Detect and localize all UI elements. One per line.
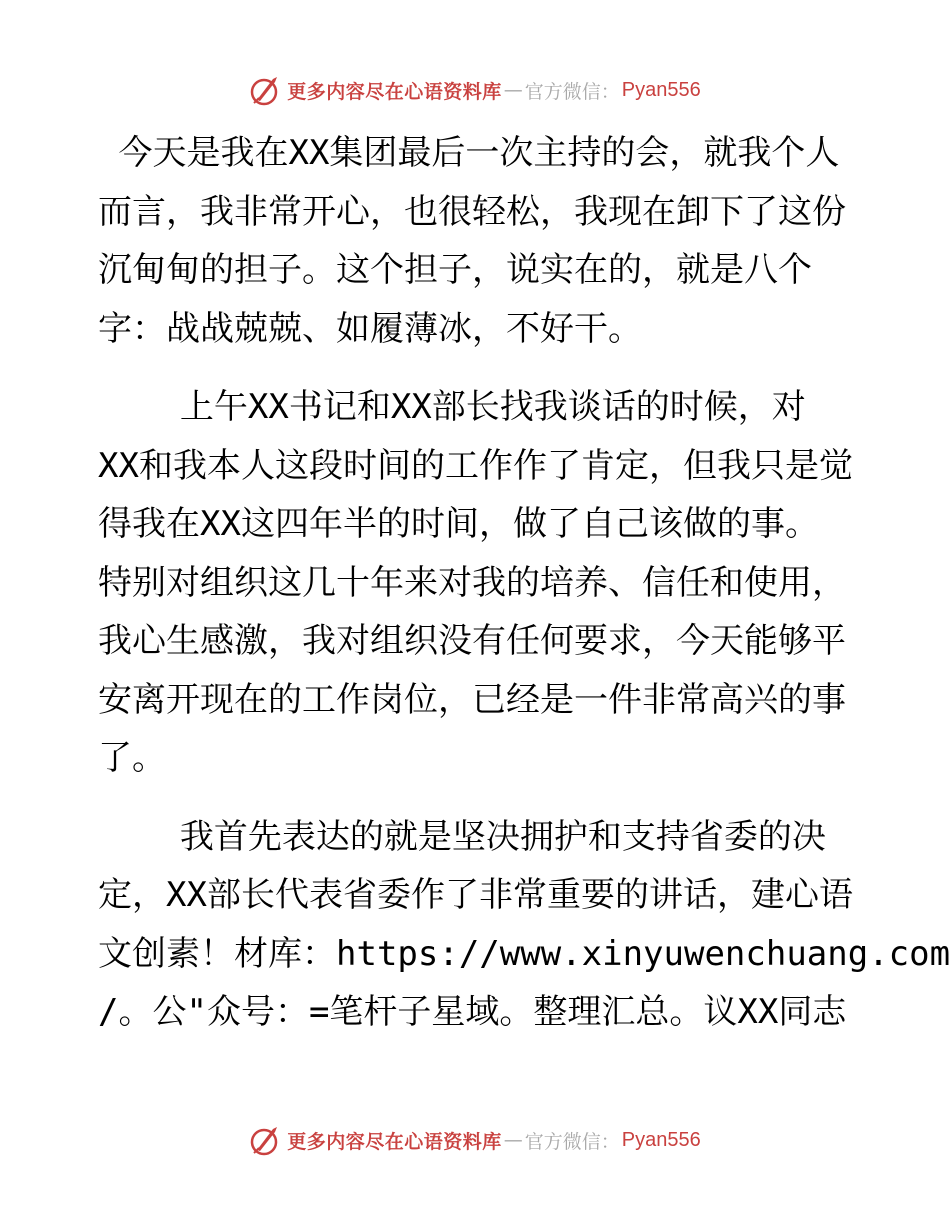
document-body bbox=[98, 124, 950, 1042]
paragraph-1 bbox=[98, 124, 858, 358]
banner-dash: — bbox=[503, 79, 523, 101]
text-line: 字：战战兢兢、如履薄冰，不好干。 bbox=[98, 308, 642, 349]
paragraph-gap bbox=[98, 788, 858, 808]
banner-official-label: 官方微信： bbox=[524, 80, 620, 103]
text-line: 上午XX书记和XX部长找我谈话的时候，对 bbox=[98, 387, 806, 427]
text-line: 特别对组织这几十年来对我的培养、信任和使用， bbox=[98, 562, 846, 603]
banner-wechat-id: Pyan556 bbox=[621, 1128, 701, 1151]
footer-banner bbox=[0, 1120, 950, 1160]
text-line: 了。 bbox=[98, 738, 166, 778]
text-line: 得我在XX这四年半的时间，做了自己该做的事。 bbox=[98, 504, 819, 544]
header-banner bbox=[0, 70, 950, 110]
text-line: 文创素！材库：https://www.xinyuwenchuang.com bbox=[98, 933, 950, 974]
text-line: 我心生感激，我对组织没有任何要求，今天能够平 bbox=[98, 621, 846, 661]
banner-slogan: 更多内容尽在心语资料库 bbox=[287, 1130, 502, 1153]
text-line: /。公"众号：=笔杆子星域。整理汇总。议XX同志 bbox=[98, 992, 847, 1032]
text-line: 沉甸甸的担子。这个担子，说实在的，就是八个 bbox=[98, 250, 812, 290]
text-line: 安离开现在的工作岗位，已经是一件非常高兴的事 bbox=[98, 679, 846, 720]
text-line: 而言，我非常开心，也很轻松，我现在卸下了这份 bbox=[98, 191, 846, 232]
banner-slogan: 更多内容尽在心语资料库 bbox=[287, 80, 502, 103]
text-line: 我首先表达的就是坚决拥护和支持省委的决 bbox=[98, 816, 826, 857]
text-line: XX和我本人这段时间的工作作了肯定，但我只是觉 bbox=[98, 445, 853, 486]
quill-pen-logo-icon bbox=[249, 73, 283, 107]
paragraph-3 bbox=[98, 808, 950, 1042]
banner-dash: — bbox=[503, 1129, 523, 1151]
paragraph-2 bbox=[98, 378, 858, 788]
quill-pen-logo-icon bbox=[249, 1123, 283, 1157]
text-line: 今天是我在XX集团最后一次主持的会，就我个人 bbox=[98, 133, 840, 173]
banner-official-label: 官方微信： bbox=[524, 1130, 620, 1153]
text-line: 定，XX部长代表省委作了非常重要的讲话，建心语 bbox=[98, 875, 853, 915]
banner-wechat-id: Pyan556 bbox=[621, 78, 701, 101]
paragraph-gap bbox=[98, 358, 858, 378]
